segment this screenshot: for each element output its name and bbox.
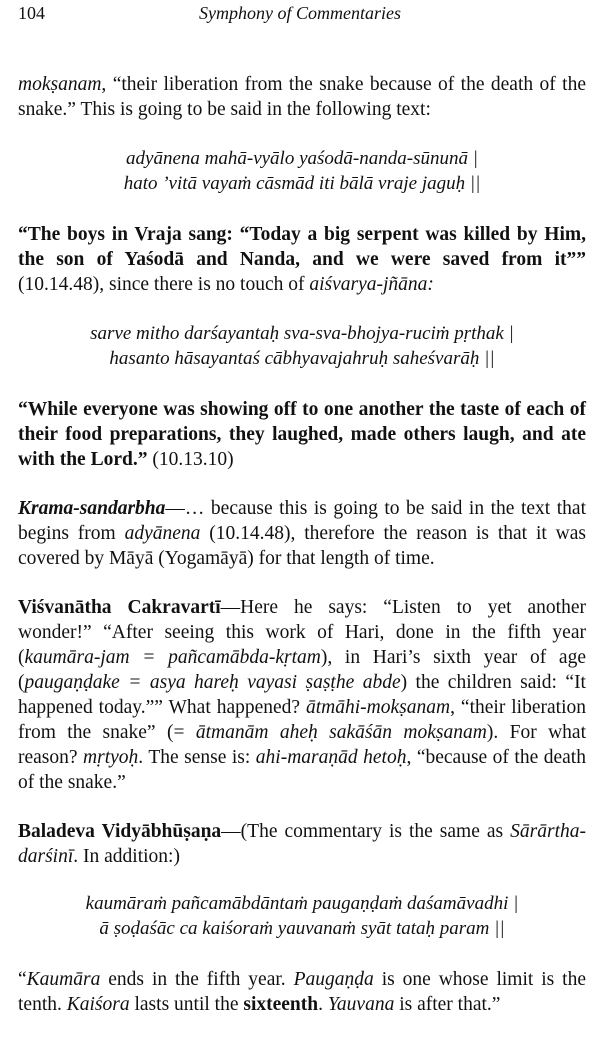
page-body: [18, 72, 586, 1041]
verse-line: kaumāraṁ pañcamābdāntaṁ paugaṇḍaṁ daśamāvadhi |: [85, 893, 519, 914]
page-header: [18, 3, 582, 29]
paragraph-snake-liberation: mokṣanam, “their liberation from the snake because of the death of the snake.” This is going to be said in the following text:: [18, 74, 586, 120]
verse-line: sarve mitho darśayantaḥ sva-sva-bhojya-ruciṁ pṛthak |: [90, 323, 514, 344]
paragraph-ages: “Kaumāra ends in the fifth year. Paugaṇḍa is one whose limit is the tenth. Kaiśora lasts until the sixteenth. Yauvana is after that.”: [18, 969, 586, 1015]
verse-line: ā ṣoḍaśāc ca kaiśoraṁ yauvanaṁ syāt tataḥ param ||: [99, 918, 505, 939]
verse-line: hasanto hāsayantaś cābhyavajahruḥ saheśvarāḥ ||: [109, 348, 495, 369]
verse-kaumaram: [18, 891, 586, 941]
running-title: Symphony of Commentaries: [199, 3, 401, 23]
term: aiśvarya-jñāna:: [309, 274, 434, 295]
term: mokṣanam: [18, 74, 102, 95]
verse-adyanena: [18, 146, 586, 196]
paragraph-visvanatha: Viśvanātha Cakravartī—Here he says: “Listen to yet another wonder!” “After seeing this work of Hari, done in the fifth year (kaumāra-jam = pañcamābda-kṛtam), in Hari’s sixth year of age (paugaṇḍake = asya hareḥ vayasi ṣaṣṭhe abde) the children said: “It happened today.”” What happened? ātmāhi-mokṣanam, “their liberation from the snake” (= ātmanām aheḥ sakāśān mokṣanam). For what reason? mṛtyoḥ. The sense is: ahi-maraṇād hetoḥ, “because of the death of the snake.”: [18, 597, 586, 793]
paragraph-krama-sandarbha: Krama-sandarbha—… because this is going to be said in the text that begins from adyānena (10.14.48), therefore the reason is that it was covered by Māyā (Yogamāyā) for that length of time.: [18, 498, 586, 569]
commentator-name: Baladeva Vidyābhūṣaṇa: [18, 821, 222, 842]
translation-bold: “While everyone was showing off to one another the taste of each of their food preparations, they laughed, made others laugh, and ate with the Lord.”: [18, 399, 586, 470]
verse-line: adyānena mahā-vyālo yaśodā-nanda-sūnunā |: [126, 148, 478, 169]
commentator-name: Krama-sandarbha: [18, 498, 166, 519]
translation-bold: “The boys in Vraja sang: “Today a big serpent was killed by Him, the son of Yaśodā and Nanda, and we were saved from it””: [18, 224, 586, 270]
page-number: 104: [18, 3, 45, 23]
term: adyānena: [124, 523, 201, 544]
paragraph-baladeva: Baladeva Vidyābhūṣaṇa—(The commentary is the same as Sārārtha-darśinī. In addition:): [18, 821, 586, 867]
verse-sarve-mitho: [18, 321, 586, 371]
paragraph-food-preparations: “While everyone was showing off to one another the taste of each of their food preparations, they laughed, made others laugh, and ate with the Lord.” (10.13.10): [18, 399, 586, 470]
verse-line: hato ’vitā vayaṁ cāsmād iti bālā vraje jaguḥ ||: [123, 173, 481, 194]
commentator-name: Viśvanātha Cakravartī: [18, 597, 221, 618]
paragraph-boys-sang: “The boys in Vraja sang: “Today a big serpent was killed by Him, the son of Yaśodā and Nanda, and we were saved from it”” (10.14.48), since there is no touch of aiśvarya-jñāna:: [18, 224, 586, 295]
